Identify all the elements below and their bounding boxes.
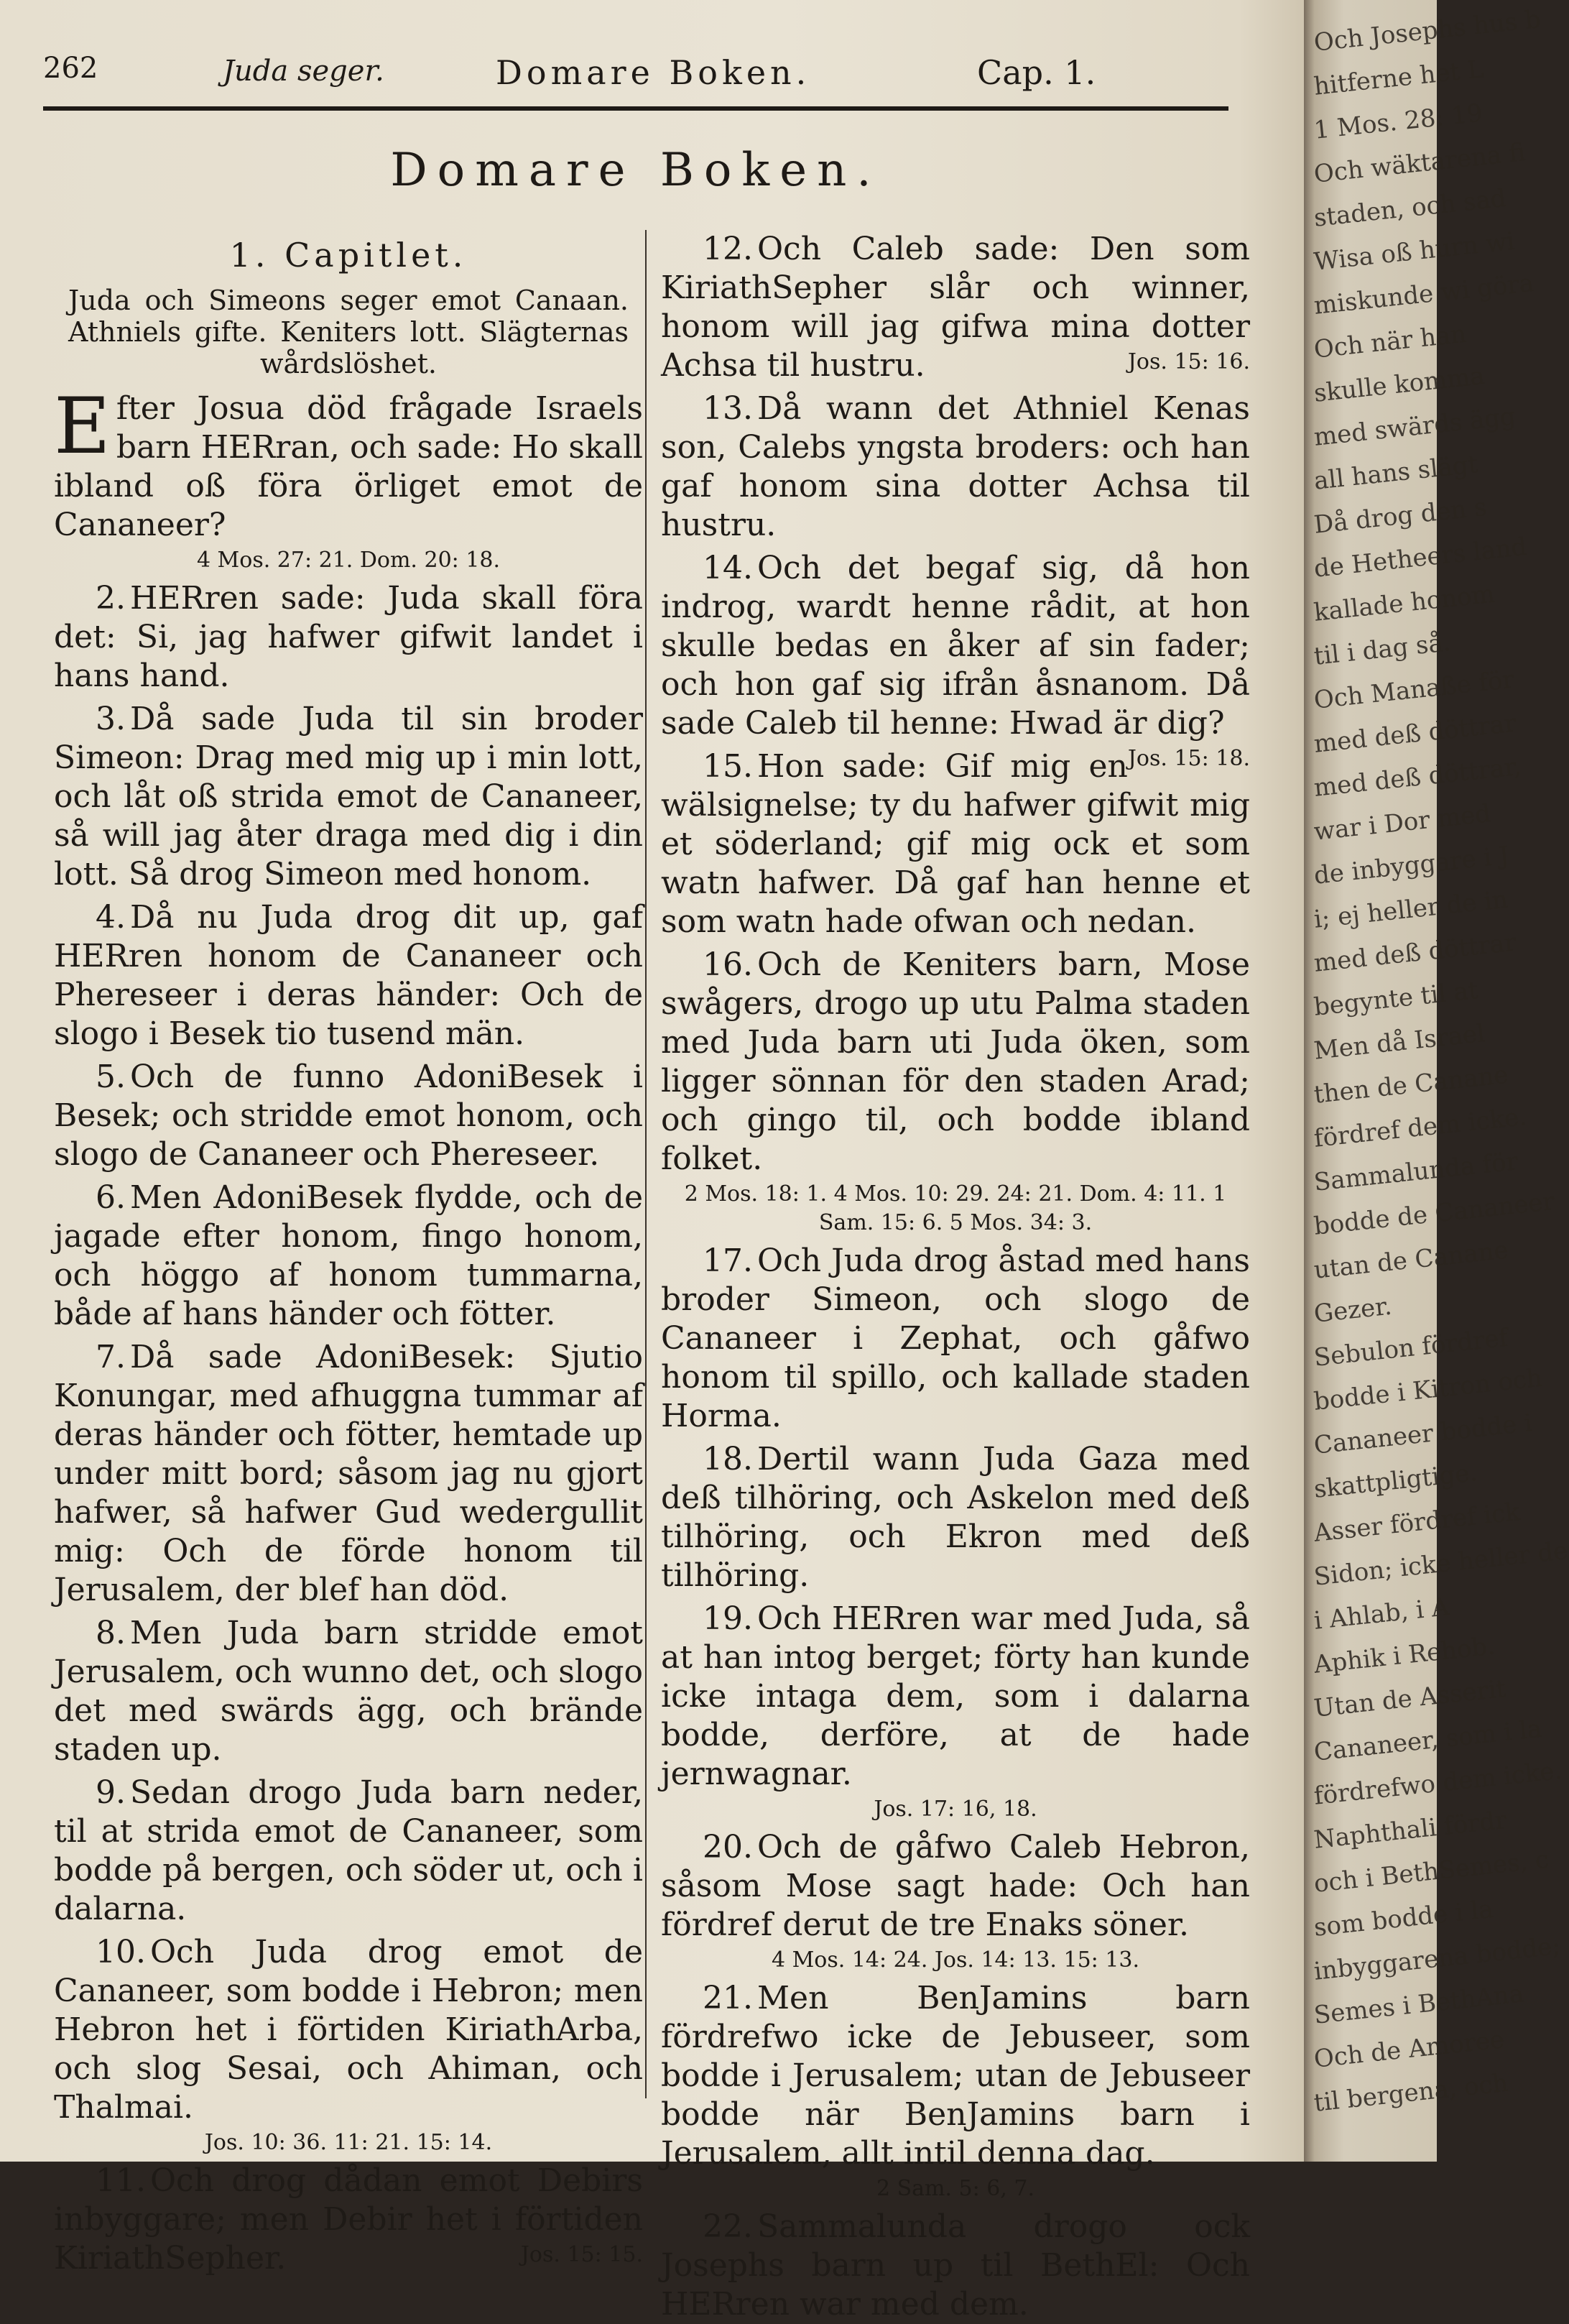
adjacent-page-line: fördrefwo dem icke. (1313, 1756, 1564, 1811)
verse-number: 11. (96, 2162, 146, 2199)
verse-number: 15. (703, 748, 753, 785)
adjacent-page-line: Semes i BethAna (1313, 1979, 1525, 2030)
adjacent-page-line: Aphik i Rehob. (1313, 1631, 1496, 1679)
adjacent-page-line: Cananeer, som i la (1313, 1714, 1543, 1767)
running-head-left: Juda seger. (223, 55, 384, 88)
adjacent-page-line: med deß döttrar (1313, 709, 1518, 759)
adjacent-page-line: Och Josephs hus b (1313, 4, 1542, 57)
verse-text: Hon sade: Gif mig en wälsignelse; ty du hafwer gifwit mig et söderland; gif mig ock et som watn hafwer. Då gaf han henne et som watn hade ofwan och nedan. (661, 748, 1250, 940)
header-rule (43, 106, 1228, 111)
verse-9 (54, 1774, 643, 1929)
column-divider (645, 230, 647, 2098)
verse-number: 12. (703, 231, 753, 267)
adjacent-page-line: med deß döttrar (1313, 928, 1518, 978)
verse-7 (54, 1338, 643, 1610)
adjacent-page-line: utan de Canane (1313, 1235, 1510, 1285)
cross-reference: Jos. 15: 18. (1127, 746, 1250, 771)
adjacent-page-line: til bergena, och (1313, 2068, 1510, 2118)
verse-number: 9. (96, 1774, 126, 1811)
verse-2 (54, 579, 643, 696)
verse-15 (661, 747, 1250, 941)
page-number: 262 (43, 52, 98, 85)
cross-reference: Jos. 17: 16, 18. (874, 1797, 1037, 1822)
adjacent-page-line: i Ahlab, i A (1313, 1592, 1451, 1636)
book-title: Domare Boken. (390, 144, 881, 197)
verse-16 (661, 946, 1250, 1237)
verse-14 (661, 549, 1250, 771)
verse-19 (661, 1600, 1250, 1824)
verse-text: Men Juda barn stridde emot Jerusalem, och wunno det, och slogo det med swärds ägg, och brände staden up. (54, 1615, 643, 1768)
running-head-center: Domare Boken. (496, 53, 811, 92)
adjacent-page-line: hitferne het L (1313, 55, 1486, 101)
adjacent-page-line: Och Manaße för (1313, 665, 1516, 715)
adjacent-page-line: miskunde wi göra (1313, 268, 1535, 321)
verse-text: fter Josua död frågade Israels barn HERran, och sade: Ho skall ibland oß föra örliget emot de Cananeer? (54, 390, 643, 543)
verse-text: Då wann det Athniel Kenas son, Calebs yngsta broders: och han gaf honom sina dotter Achsa til hustru. (661, 390, 1250, 543)
verse-text: Och Juda drog åstad med hans broder Simeon, och slogo de Cananeer i Zephat, och gåfwo honom til spillo, och kallade staden Horma. (661, 1242, 1250, 1434)
verse-text: Då sade AdoniBesek: Sjutio Konungar, med afhuggna tummar af deras händer och fötter, hemtade up under mitt bord; såsom jag nu gjort hafwer, så hafwer Gud wedergullit mig: Och de förde honom til Jerusalem, der blef han död. (54, 1339, 643, 1608)
verse-3 (54, 700, 643, 894)
verse-text: Och det begaf sig, då hon indrog, wardt henne rådit, at hon skulle bedas en åker af sin fader; och hon gaf sig ifrån åsnanom. Då sade Caleb til henne: Hwad är dig? (661, 550, 1250, 742)
verse-text: Då nu Juda drog dit up, gaf HERren honom de Cananeer och Phereseer i deras händer: Och de slogo i Besek tio tusend män. (54, 899, 643, 1052)
adjacent-page-line: Sebulon fördref (1313, 1323, 1509, 1373)
adjacent-page-line: Då drog den s (1313, 492, 1489, 540)
adjacent-page-line: 1 Mos. 28: 19 (1313, 98, 1484, 145)
chapter-heading: 1. Capitlet. (229, 236, 468, 275)
adjacent-page-line: kallade honom (1313, 579, 1496, 627)
drop-cap: E (54, 382, 111, 471)
verse-text: Och de gåfwo Caleb Hebron, såsom Mose sagt hade: Och han fördref derut de tre Enaks söner. (661, 1829, 1250, 1943)
cross-reference: 4 Mos. 14: 24. Jos. 14: 13. 15: 13. (771, 1947, 1140, 1973)
adjacent-page-line: Naphthali fördr (1313, 1805, 1509, 1855)
cross-reference: Jos. 15: 15. (520, 2242, 643, 2267)
verse-text: Och Caleb sade: Den som KiriathSepher slår och winner, honom will jag gifwa mina dotter Achsa til hustru. (661, 231, 1250, 384)
adjacent-page-line: Och när han (1313, 319, 1468, 364)
cross-reference: 2 Sam. 5: 6, 7. (876, 2176, 1035, 2201)
verse-text: Och de Keniters barn, Mose swågers, drogo up utu Palma staden med Juda barn uti Juda öken, som ligger sönnan för den staden Arad; och gingo til, och bodde ibland folket. (661, 946, 1250, 1177)
adjacent-page-line: Wisa oß hurn wi (1313, 226, 1517, 277)
verse-number: 13. (703, 390, 753, 427)
verse-number: 2. (96, 580, 126, 617)
adjacent-page-line: de inbyggare i J (1313, 841, 1511, 890)
left-column (54, 230, 643, 2277)
adjacent-page-line: staden, och sad (1313, 183, 1508, 233)
adjacent-page-line: Sammalunda för (1313, 1147, 1519, 1197)
verse-text: Men BenJamins barn fördrefwo icke de Jebuseer, som bodde i Jerusalem; utan de Jebuseer bodde när BenJamins barn i Jerusalem, allt intil denna dag. (661, 1980, 1250, 2172)
right-column (661, 230, 1250, 2323)
adjacent-page-line: bodde de Cananeer (1313, 1186, 1556, 1241)
adjacent-page-line: och i BethSemes, c (1313, 1845, 1550, 1899)
adjacent-page-line: Och de Amoree (1313, 2025, 1506, 2074)
verse-number: 21. (703, 1980, 753, 2016)
verse-number: 17. (703, 1242, 753, 1279)
verse-text: Och de funno AdoniBesek i Besek; och stridde emot honom, och slogo de Cananeer och Phereseer. (54, 1059, 643, 1173)
cross-reference: 4 Mos. 27: 21. Dom. 20: 18. (196, 548, 501, 573)
verse-number: 5. (96, 1059, 126, 1095)
verse-number: 18. (703, 1441, 753, 1477)
verse-text: Sammalunda drogo ock Josephs barn up til BethEl: Och HERren war med dem. (661, 2208, 1250, 2323)
adjacent-page-line: skattpligtige. (1313, 1458, 1479, 1504)
verse-21 (661, 1979, 1250, 2203)
verse-number: 4. (96, 899, 126, 936)
verse-number: 20. (703, 1829, 753, 1866)
verse-text: Dertil wann Juda Gaza med deß tilhöring, och Askelon med deß tilhöring, och Ekron med deß tilhöring. (661, 1441, 1250, 1594)
adjacent-page-line: Utan de Asserit (1313, 1674, 1508, 1723)
verse-text: Och drog dådan emot Debirs inbyggare; men Debir het i förtiden KiriathSepher. (54, 2162, 643, 2277)
adjacent-page-line: til i dag så. (1313, 628, 1453, 671)
adjacent-page-line: Asser fördref ick (1313, 1497, 1522, 1548)
verse-13 (661, 389, 1250, 545)
adjacent-page-line: skulle komma (1313, 361, 1486, 408)
verse-number: 8. (96, 1615, 126, 1651)
verse-5 (54, 1058, 643, 1174)
cross-reference: 2 Mos. 18: 1. 4 Mos. 10: 29. 24: 21. Dom. 4: 11. 1 Sam. 15: 6. 5 Mos. 34: 3. (684, 1181, 1227, 1235)
adjacent-page-line: fördref dem icke. (1313, 1102, 1528, 1153)
adjacent-page-line: Cananeer bodde i (1313, 1408, 1534, 1460)
adjacent-page-line: med swärds ägg (1313, 402, 1517, 452)
verse-6 (54, 1179, 643, 1334)
verse-17 (661, 1242, 1250, 1436)
verse-4 (54, 898, 643, 1053)
verse-8 (54, 1614, 643, 1769)
adjacent-page-line: inbyggarena bodde; (1313, 1932, 1562, 1986)
verse-number: 3. (96, 701, 126, 737)
verse-18 (661, 1440, 1250, 1595)
running-head (43, 43, 1228, 101)
verse-20 (661, 1828, 1250, 1975)
adjacent-page-line: med deß döttrar, (1313, 752, 1523, 803)
verse-22 (661, 2208, 1250, 2324)
verse-text: HERren sade: Juda skall föra det: Si, jag hafwer gifwit landet i hans hand. (54, 580, 643, 694)
adjacent-page-line: war i Dor med (1313, 799, 1492, 847)
verse-number: 16. (703, 946, 753, 983)
verse-number: 7. (96, 1339, 126, 1375)
verse-number: 14. (703, 550, 753, 586)
adjacent-page-line: Men då Israel (1313, 1019, 1486, 1066)
verse-number: 22. (703, 2208, 753, 2245)
verse-text: Sedan drogo Juda barn neder, til at strida emot de Cananeer, som bodde på bergen, och söder ut, och i dalarna. (54, 1774, 643, 1927)
adjacent-page-edge (1304, 0, 1569, 2162)
adjacent-page-line: Och wäktarena fi (1313, 138, 1527, 189)
verse-text: Och Juda drog emot de Cananeer, som bodde i Hebron; men Hebron het i förtiden KiriathArba, och slog Sesai, och Ahiman, och Thalmai. (54, 1934, 643, 2126)
verse-text: Då sade Juda til sin broder Simeon: Drag med mig up i min lott, och låt oß strida emot de Cananeer, så will jag åter draga med dig i din lott. Så drog Simeon med honom. (54, 701, 643, 893)
adjacent-page-line: then de Canane (1313, 1060, 1510, 1110)
adjacent-page-line: begynte til at (1313, 976, 1480, 1022)
chapter-summary: Juda och Simeons seger emot Canaan. Athniels gifte. Keniters lott. Slägternas wårdslöshet. (68, 285, 629, 379)
verse-number: 10. (96, 1934, 146, 1970)
adjacent-page-line: all hans slägt (1313, 450, 1480, 496)
verse-11 (54, 2162, 643, 2278)
verse-text: Och HERren war med Juda, så at han intog berget; förty han kunde icke intaga dem, som i dalarna bodde, derföre, at de hade jernwagnar. (661, 1600, 1250, 1792)
verse-12 (661, 230, 1250, 385)
running-head-right: Cap. 1. (977, 53, 1096, 92)
verse-number: 6. (96, 1179, 126, 1216)
verse-number: 19. (703, 1600, 753, 1637)
adjacent-page-line: Gezer. (1313, 1291, 1394, 1329)
adjacent-page-line: Sidon; icke heller de (1313, 1536, 1569, 1592)
cross-reference: Jos. 15: 16. (1127, 349, 1250, 374)
verse-text: Men AdoniBesek flydde, och de jagade efter honom, fingo honom, och höggo af honom tummarna, både af hans händer och fötter. (54, 1179, 643, 1332)
verse-1 (54, 382, 643, 575)
adjacent-page-line: de Hetheers land (1313, 532, 1529, 584)
verse-10 (54, 1933, 643, 2157)
cross-reference: Jos. 10: 36. 11: 21. 15: 14. (204, 2130, 493, 2155)
adjacent-page-line: i; ej heller de in (1313, 885, 1509, 934)
adjacent-page-line: som bodde i la (1313, 1894, 1495, 1942)
adjacent-page-line: bodde i Kitron och (1313, 1363, 1544, 1416)
